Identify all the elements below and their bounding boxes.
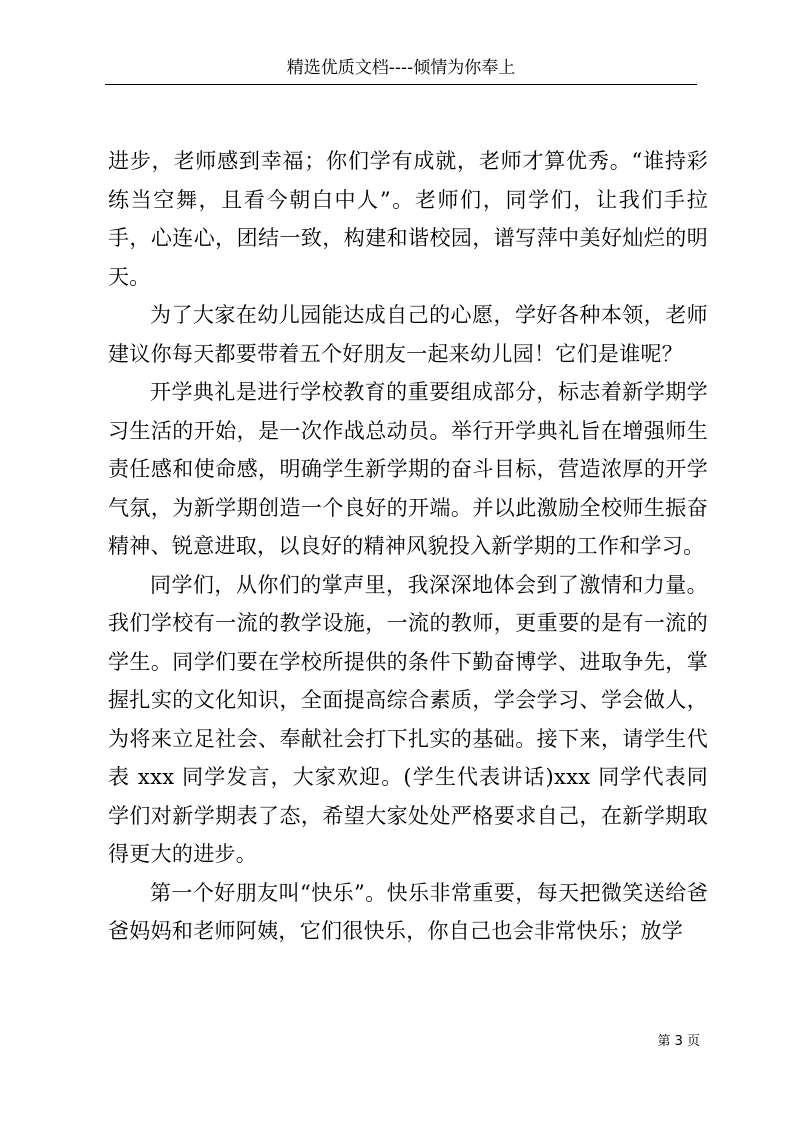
paragraph-1: 进步，老师感到幸福；你们学有成就，老师才算优秀。“谁持彩练当空舞，且看今朝白中人”。老师们，同学们，让我们手拉手，心连心，团结一致，构建和谐校园，谱写萍中美好灿烂的明天。 [108,149,708,289]
paragraph-2: 为了大家在幼儿园能达成自己的心愿，学好各种本领，老师建议你每天都要带着五个好朋友一起来幼儿园！它们是谁呢？ [108,303,708,366]
paragraph-4: 同学们，从你们的掌声里，我深深地体会到了激情和力量。我们学校有一流的教学设施，一流的教师，更重要的是有一流的学生。同学们要在学校所提供的条件下勤奋博学、进取争先，掌握扎实的文化知识，全面提高综合素质，学会学习、学会做人，为将来立足社会、奉献社会打下扎实的基础。接下来，请学生代表 xxx 同学发言，大家欢迎。(学生代表讲话)xxx 同学代表同学们对新学期表了态，希望大家处处严格要求自己，在新学期取得更大的进步。 [108,572,708,866]
paragraph-3: 开学典礼是进行学校教育的重要组成部分，标志着新学期学习生活的开始，是一次作战总动员。举行开学典礼旨在增强师生责任感和使命感，明确学生新学期的奋斗目标，营造浓厚的开学气氛，为新学期创造一个良好的开端。并以此激励全校师生振奋精神、锐意进取，以良好的精神风貌投入新学期的工作和学习。 [108,380,708,558]
page-header: 精选优质文档----倾情为你奉上 [286,58,516,78]
page-number: 第 3 页 [657,1034,700,1049]
paragraph-5: 第一个好朋友叫“快乐”。快乐非常重要，每天把微笑送给爸爸妈妈和老师阿姨，它们很快乐，你自己也会非常快乐；放学 [108,880,708,943]
header-divider [105,84,697,85]
document-body [108,142,708,951]
